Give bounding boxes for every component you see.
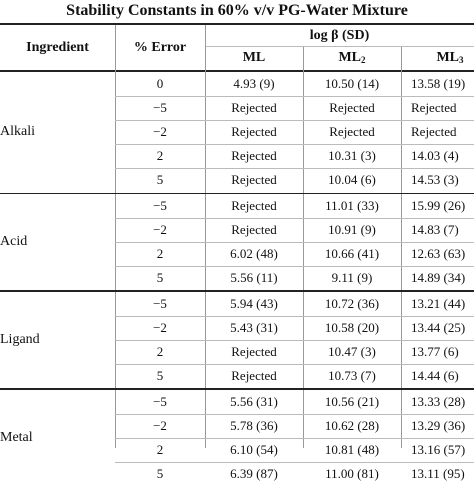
cell-ml3: 13.11 (95) <box>411 466 465 482</box>
ingredient-label: Alkali <box>0 124 35 140</box>
cell-ml3: 13.21 (44) <box>411 295 466 311</box>
header-ml3-base: ML <box>436 50 460 65</box>
cell-err: 5 <box>156 466 164 482</box>
cell-ml: Rejected <box>231 100 277 116</box>
cell-ml3: 14.53 (3) <box>411 172 459 188</box>
cell-ml2: Rejected <box>329 124 375 140</box>
cell-err: −2 <box>153 222 167 238</box>
cell-ml2: 10.73 (7) <box>328 368 376 384</box>
cell-ml3: 14.89 (34) <box>411 270 466 286</box>
header-ml: ML <box>242 50 266 65</box>
cell-err: −5 <box>153 198 167 213</box>
cell-ml2: 10.58 (20) <box>324 320 380 335</box>
cell-ml2: 11.01 (33) <box>325 198 379 213</box>
cell-ml: 5.94 (43) <box>230 295 278 311</box>
cell-ml3: 14.83 (7) <box>411 222 459 238</box>
cell-ml3: 13.33 (28) <box>411 393 466 409</box>
cell-err: 5 <box>156 368 164 384</box>
cell-ml2: 10.62 (28) <box>324 417 380 433</box>
cell-ml2: 10.66 (41) <box>324 246 380 262</box>
cell-err: −5 <box>153 393 167 409</box>
cell-err: 2 <box>156 442 164 457</box>
cell-ml2: 10.04 (6) <box>328 172 376 188</box>
cell-err: 5 <box>156 172 164 188</box>
cell-ml: Rejected <box>231 344 277 360</box>
cell-ml2: 10.72 (36) <box>324 295 380 311</box>
header-ml2-sub: 2 <box>361 55 366 65</box>
cell-err: −2 <box>153 320 167 335</box>
cell-ml: 6.10 (54) <box>230 442 278 457</box>
cell-ml: 4.93 (9) <box>233 76 275 91</box>
ingredient-label: Acid <box>0 234 28 250</box>
cell-ml2: 11.00 (81) <box>325 466 379 482</box>
cell-ml3: 15.99 (26) <box>411 198 466 213</box>
cell-err: −2 <box>153 417 167 433</box>
cell-ml2: 10.31 (3) <box>328 148 376 164</box>
header-log-beta: log β (SD) <box>309 28 370 43</box>
cell-ml: Rejected <box>231 124 277 140</box>
cell-ml3: 14.03 (4) <box>411 148 459 164</box>
cell-ml: 6.39 (87) <box>230 466 278 482</box>
cell-ml2: 9.11 (9) <box>331 270 373 286</box>
cell-ml2: 10.91 (9) <box>328 222 376 238</box>
header-ml3-sub: 3 <box>459 55 464 65</box>
cell-ml2: 10.50 (14) <box>324 76 380 91</box>
cell-ml3: 13.16 (57) <box>411 442 466 457</box>
cell-ml2: 10.56 (21) <box>324 393 380 409</box>
cell-err: 5 <box>156 270 164 286</box>
cell-ml: 5.78 (36) <box>230 417 278 433</box>
cell-ml: Rejected <box>231 222 277 238</box>
table-title: Stability Constants in 60% v/v PG-Water Mixture <box>66 2 408 19</box>
cell-err: −5 <box>153 295 167 311</box>
cell-ml3: 14.44 (6) <box>411 368 459 384</box>
header-ml2-base: ML <box>338 50 362 65</box>
cell-ml: 6.02 (48) <box>230 246 278 262</box>
ingredient-label: Ligand <box>0 332 40 348</box>
cell-ml: Rejected <box>231 368 277 384</box>
cell-err: 0 <box>156 76 164 91</box>
cell-ml2: Rejected <box>329 100 375 116</box>
cell-err: −5 <box>153 100 167 116</box>
header-ingredient: Ingredient <box>26 40 89 55</box>
cell-ml3: Rejected <box>411 100 457 116</box>
cell-ml2: 10.81 (48) <box>324 442 380 457</box>
cell-ml3: 12.63 (63) <box>411 246 466 262</box>
cell-ml3: 13.44 (25) <box>411 320 466 335</box>
cell-err: 2 <box>156 344 164 360</box>
cell-ml3: 13.29 (36) <box>411 417 466 433</box>
cell-ml3: 13.58 (19) <box>411 76 466 91</box>
header-error: % Error <box>133 40 187 55</box>
cell-ml: Rejected <box>231 172 277 188</box>
cell-err: 2 <box>156 246 164 262</box>
cell-ml: Rejected <box>231 148 277 164</box>
cell-ml3: 13.77 (6) <box>411 344 459 360</box>
ingredient-label: Metal <box>0 430 33 445</box>
cell-ml: 5.56 (11) <box>230 270 278 286</box>
cell-ml: Rejected <box>231 198 277 213</box>
cell-err: 2 <box>156 148 164 164</box>
cell-err: −2 <box>153 124 167 140</box>
cell-ml3: Rejected <box>411 124 457 140</box>
cell-ml2: 10.47 (3) <box>328 344 376 360</box>
cell-ml: 5.56 (31) <box>230 393 278 409</box>
cell-ml: 5.43 (31) <box>230 320 278 335</box>
